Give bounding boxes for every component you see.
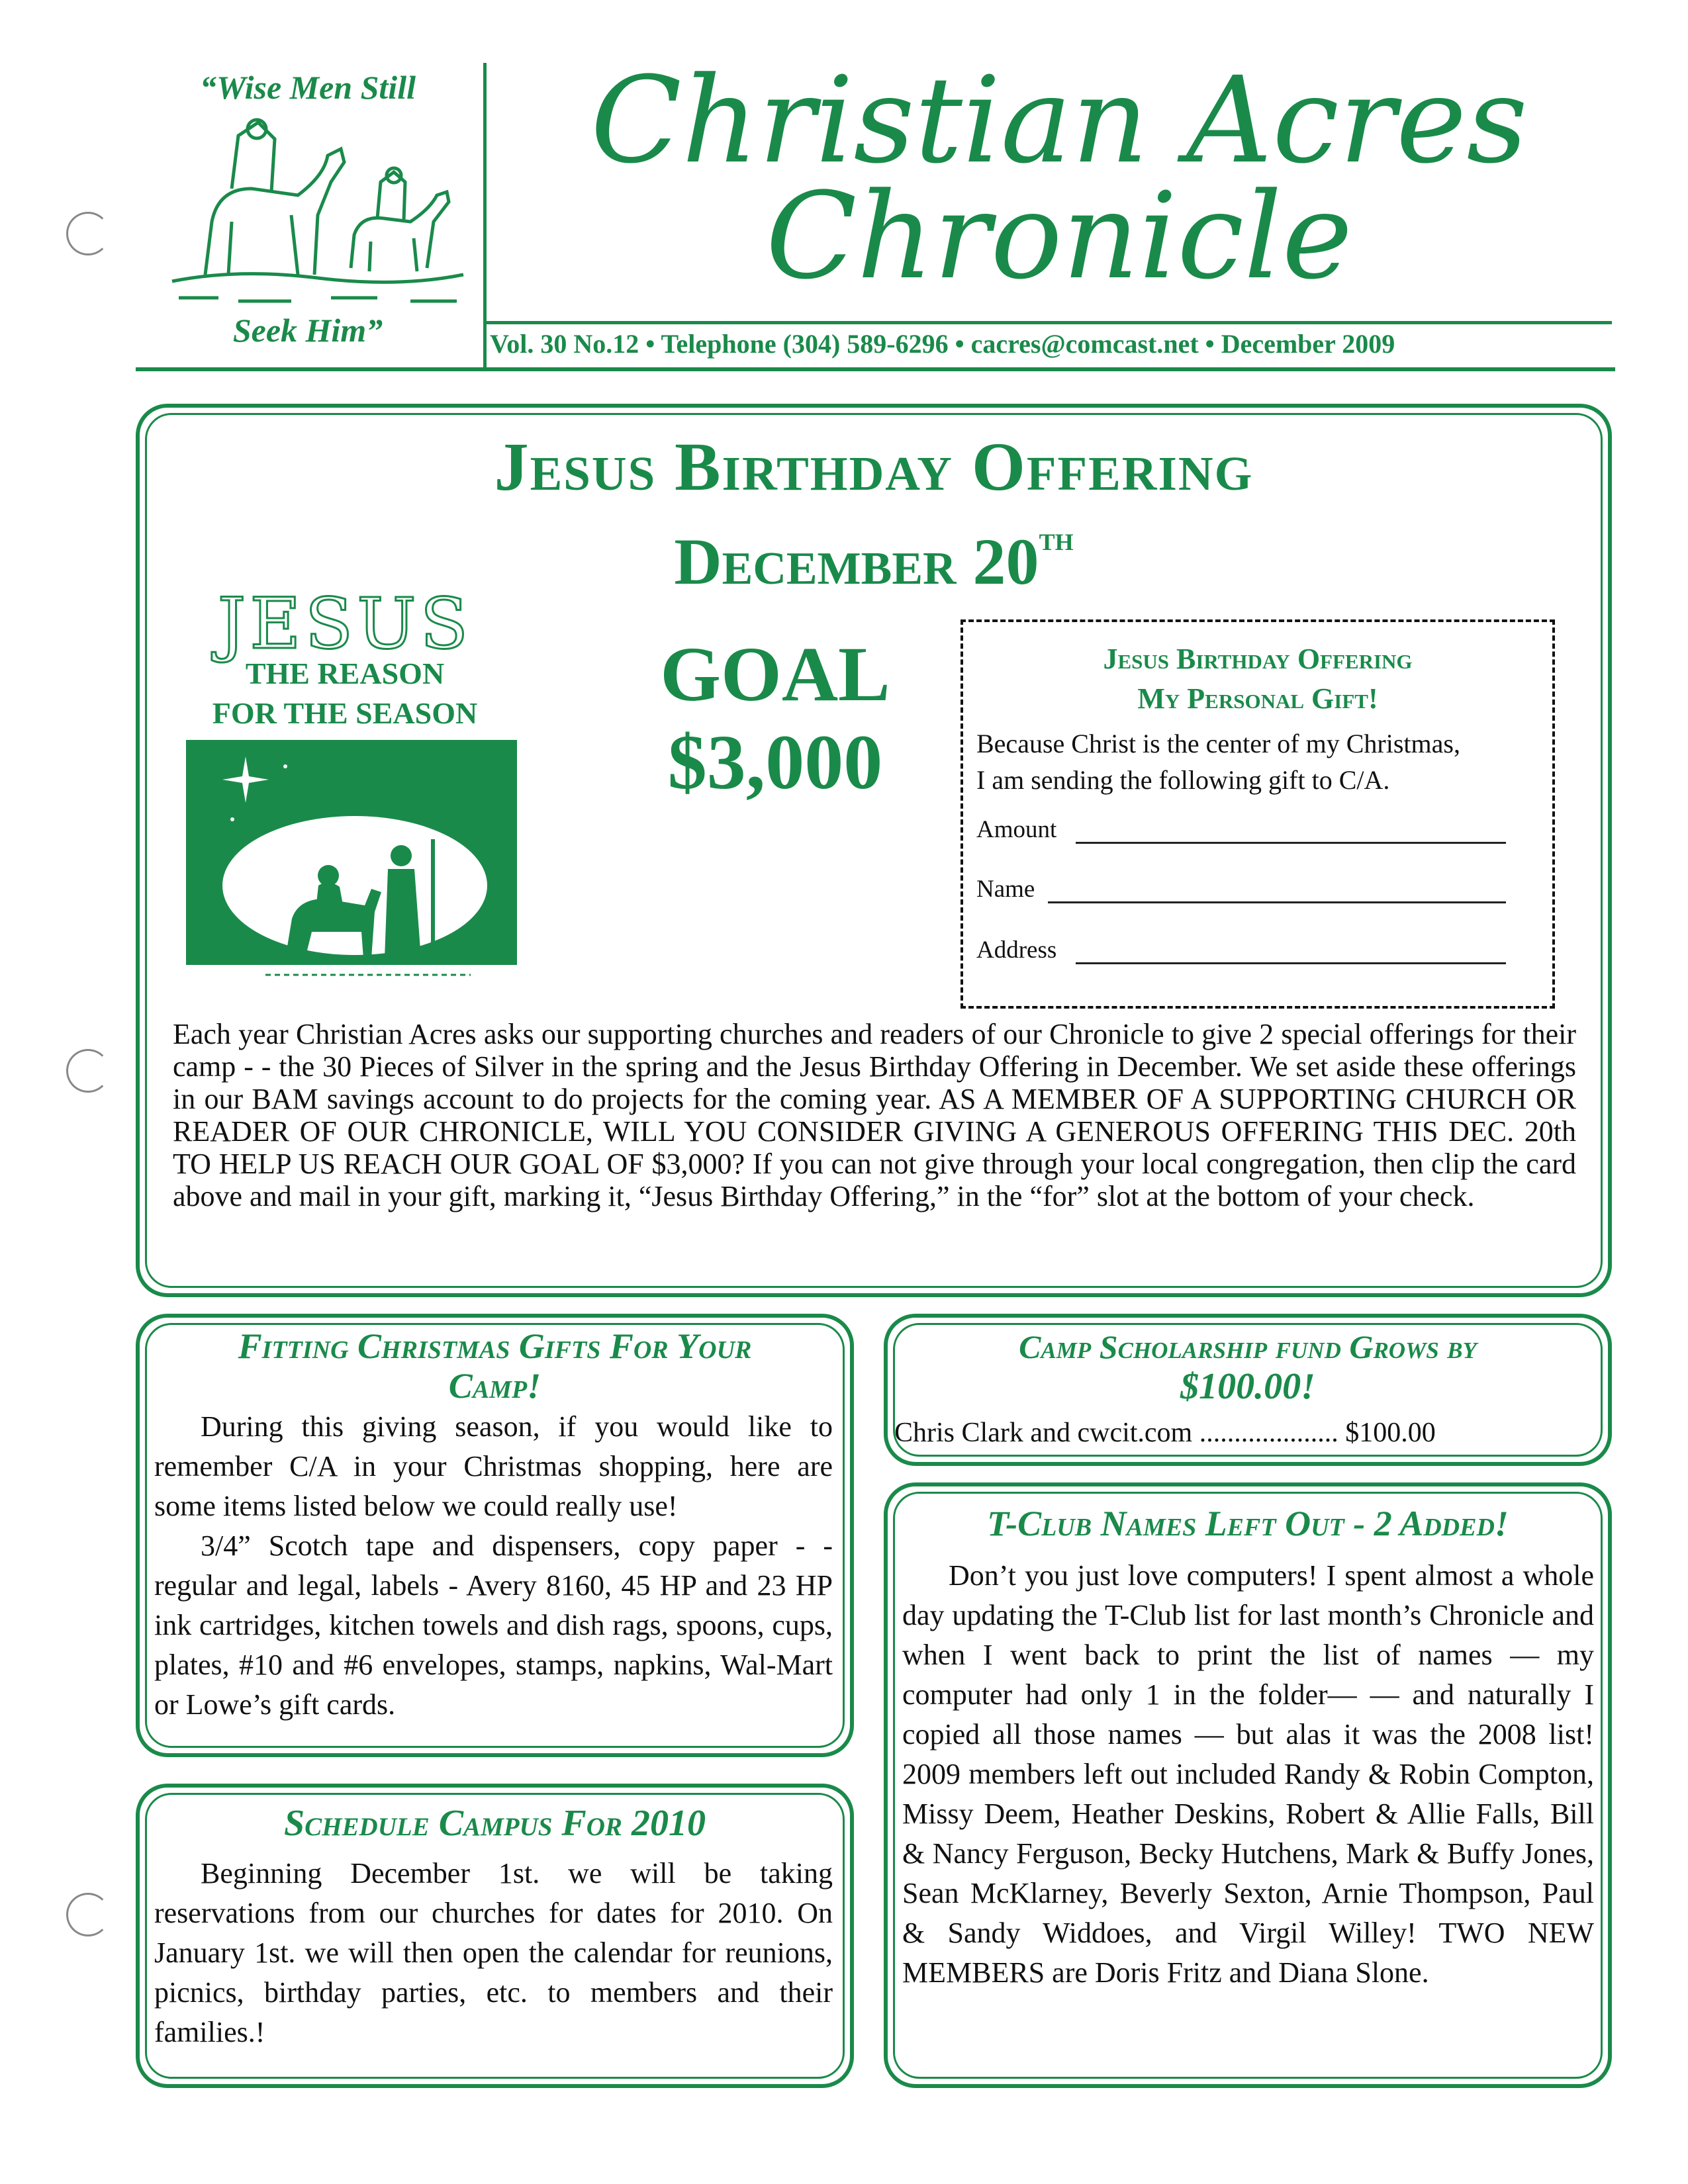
tclub-title: T-Club Names Left Out - 2 Added! [987,1504,1509,1543]
goal-amount: $3,000 [667,719,883,805]
offering-paragraph: Each year Christian Acres asks our supporting churches and readers of our Chronicle to give 2 special offerings for their camp - - the 30 Pieces of Silver in the spring and the Jesus Birthday Offering in December. We set aside these offerings in our BAM savings account to do projects for the coming year. AS A MEMBER OF A SUPPORTING CHURCH OR READER OF OUR CHRONICLE, WILL YOU CONSIDER GIVING A GENEROUS OFFERING THIS DEC. 20th TO HELP US REACH OUR GOAL OF $3,000? If you can not give through your local congregation, then clip the card above and mail in your gift, marking it, “Jesus Birthday Offering,” in the “for” slot at the bottom of your check. [173,1018,1576,1212]
scholarship-entry: Chris Clark and cwcit.com .................... $100.00 [894,1418,1436,1448]
offering-date [140,520,1608,600]
title-rule [487,321,1612,324]
schedule-paragraph: Beginning December 1st. we will be taking reservations from our churches for dates for 2010. On January 1st. we will then open the calendar for reunions, picnics, birthday parties, etc. to members and their families.! [154,1857,833,2048]
amount-label: Amount [976,816,1057,843]
punch-hole-top [66,212,110,255]
name-field-line[interactable] [1048,901,1506,903]
gift-card-title-2: My Personal Gift! [1137,682,1378,715]
amount-field-line[interactable] [1076,842,1506,844]
offering-date-text: December 20 [674,525,1039,598]
quote-top: “Wise Men Still [200,69,416,106]
nativity-illustration [186,740,517,985]
schedule-title: Schedule Campus For 2010 [284,1803,706,1844]
scholarship-title-2: $100.00! [1180,1366,1315,1407]
jesus-graphic-word: JESUS [217,583,473,664]
gift-card-text-1: Because Christ is the center of my Christmas, [976,729,1460,758]
issue-line: Vol. 30 No.12 • Telephone (304) 589-6296 • cacres@comcast.net • December 2009 [490,329,1395,359]
gifts-paragraph-1: During this giving season, if you would like to remember C/A in your Christmas shopping, here are some items listed below we could really use! [154,1410,833,1522]
gifts-paragraph-2: 3/4” Scotch tape and dispensers, copy paper - - regular and legal, labels - Avery 8160, 45 HP and 23 HP ink cartridges, kitchen towels and dish rags, spoons, cups, plates, #10 and #6 envelopes, stamps, napkins, Wal-Mart or Lowe’s gift cards. [154,1529,833,1721]
offering-date-sup: th [1039,520,1074,558]
offering-heading: Jesus Birthday Offering [494,429,1254,505]
address-label: Address [976,936,1057,964]
title-line-2: Chronicle [765,167,1353,306]
scholarship-box [884,1314,1612,1466]
birthday-offering-box [136,404,1612,1297]
masthead-rule [136,367,1615,371]
graphic-caption-2: FOR THE SEASON [212,696,478,730]
quote-bottom: Seek Him” [232,312,383,349]
wise-men-camels-illustration [159,109,470,308]
graphic-caption-1: THE REASON [245,657,445,690]
gifts-title-2: Camp! [448,1366,541,1406]
title-line-1: Christian Acres [590,52,1528,190]
schedule-campus-box [136,1784,854,2088]
tclub-paragraph: Don’t you just love computers! I spent almost a whole day updating the T-Club list for last month’s Chronicle and when I went back to print the list of names — my computer had only 1 in the folder— — and naturally I copied all those names — but alas it was the 2008 list! 2009 members left out included Randy & Robin Compton, Missy Deem, Heather Deskins, Robert & Allie Falls, Bill & Nancy Ferguson, Becky Hutchens, Mark & Buffy Jones, Sean McKlarney, Beverly Sexton, Arnie Thompson, Paul & Sandy Widdoes, and Virgil Willey! TWO NEW MEMBERS are Doris Fritz and Diana Slone. [902,1559,1594,1989]
tclub-box [884,1482,1612,2088]
address-field-line[interactable] [1076,962,1506,964]
gift-card-title-1: Jesus Birthday Offering [1103,643,1413,675]
gift-card-text-2: I am sending the following gift to C/A. [976,765,1390,795]
newsletter-title [503,52,1615,306]
scholarship-title-1: Camp Scholarship fund Grows by [1019,1328,1477,1365]
punch-hole-bottom [66,1893,110,1936]
punch-hole-middle [66,1049,110,1093]
gifts-title-1: Fitting Christmas Gifts For Your [238,1326,752,1366]
christmas-gifts-box [136,1314,854,1757]
name-label: Name [976,876,1035,903]
goal-label: GOAL [660,631,890,717]
gift-card-coupon [961,619,1555,1009]
masthead-logo [139,63,487,367]
